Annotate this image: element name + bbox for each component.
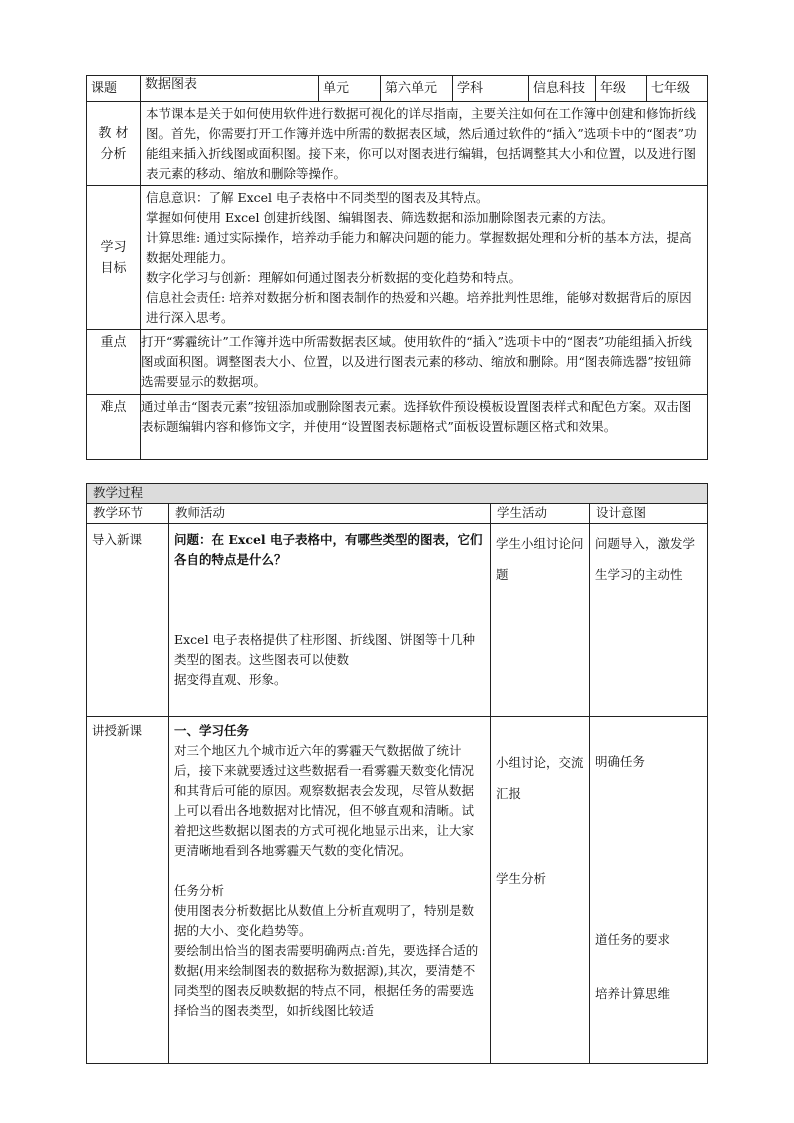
lecture-analysis-text1: 使用图表分析数据比从数值上分析直观明了，特别是数据的大小、变化趋势等。 xyxy=(174,903,475,938)
key-points-label: 重点 xyxy=(87,330,141,395)
lecture-teacher xyxy=(169,717,491,1064)
intro-row xyxy=(87,524,708,717)
process-title-row xyxy=(87,484,708,504)
intro-teacher xyxy=(169,524,491,717)
difficulties-row xyxy=(87,395,708,460)
analysis-label-line2: 分析 xyxy=(100,146,127,162)
analysis-label-line1: 教 材 xyxy=(98,125,129,141)
intro-intent: 问题导入，激发学生学习的主动性 xyxy=(590,524,708,717)
lecture-intent xyxy=(590,717,708,1064)
goal-item: 信息社会责任: 培养对数据分析和图表制作的热爱和兴趣。培养批判性思维，能够对数据背后的原因进行深入思考。 xyxy=(146,290,692,325)
topic-value: 数据图表 xyxy=(141,76,319,102)
goal-item: 信息意识：了解 Excel 电子表格中不同类型的图表及其特点。 xyxy=(146,190,489,205)
lecture-row xyxy=(87,717,708,1064)
lecture-section-title: 一、学习任务 xyxy=(174,723,250,738)
intro-question: 问题：在 Excel 电子表格中，有哪些类型的图表，它们各自的特点是什么？ xyxy=(174,532,483,567)
subject-value: 信息科技 xyxy=(529,76,596,102)
intro-student: 学生小组讨论问题 xyxy=(491,524,590,717)
unit-value: 第六单元 xyxy=(381,76,453,102)
lecture-stage: 讲授新课 xyxy=(87,717,169,1064)
lecture-analysis-text2: 要绘制出恰当的图表需要明确两点:首先，要选择合适的数据(用来绘制图表的数据称为数据源),其次，要清楚不同类型的图表反映数据的特点不同，根据任务的需要选择恰当的图表类型，如折线图比较适 xyxy=(174,943,479,1018)
goals-content xyxy=(141,186,708,330)
teaching-process-table xyxy=(86,483,708,1064)
unit-label: 单元 xyxy=(319,76,381,102)
grade-value: 七年级 xyxy=(647,76,708,102)
header-row xyxy=(87,76,708,102)
goal-item: 掌握如何使用 Excel 创建折线图、编辑图表、筛选数据和添加删除图表元素的方法。 xyxy=(146,210,614,225)
process-title: 教学过程 xyxy=(87,484,708,504)
key-points-text: 打开“雾霾统计”工作簿并选中所需数据表区域。使用软件的“插入”选项卡中的“图表”功能组插入折线图或面积图。调整图表大小、位置，以及进行图表元素的移动、缩放和删除。用“图表筛选器”按钮筛选需要显示的数据项。 xyxy=(141,330,708,395)
goals-label xyxy=(87,186,141,330)
intro-answer-line2: 据变得直观、形象。 xyxy=(174,672,287,687)
process-header-row xyxy=(87,504,708,524)
lecture-intent-2: 道任务的要求 xyxy=(595,932,671,947)
difficulties-text: 通过单击“图表元素”按钮添加或删除图表元素。选择软件预设模板设置图表样式和配色方案。双击图表标题编辑内容和修饰文字，并使用“设置图表标题格式”面板设置标题区格式和效果。 xyxy=(141,395,708,460)
col-teacher-header: 教师活动 xyxy=(169,504,491,524)
analysis-text: 本节课本是关于如何使用软件进行数据可视化的详尽指南，主要关注如何在工作簿中创建和修饰折线图。首先，你需要打开工作簿并选中所需的数据表区域，然后通过软件的“插入”选项卡中的“图表”功能组来插入折线图或面积图。接下来，你可以对图表进行编辑，包括调整其大小和位置，以及进行图表元素的移动、缩放和删除等操作。 xyxy=(141,102,708,186)
subject-label: 学科 xyxy=(453,76,529,102)
goals-row xyxy=(87,186,708,330)
lesson-info-table xyxy=(86,75,708,460)
topic-label: 课题 xyxy=(87,76,141,102)
lecture-student xyxy=(491,717,590,1064)
goals-label-line1: 学习 xyxy=(100,239,127,255)
intro-answer-line1: Excel 电子表格提供了柱形图、折线图、饼图等十几种类型的图表。这些图表可以使数 xyxy=(174,632,476,667)
key-points-row xyxy=(87,330,708,395)
lecture-task-text: 对三个地区九个城市近六年的雾霾天气数据做了统计后，接下来就要透过这些数据看一看雾霾天数变化情况和其背后可能的原因。观察数据表会发现，尽管从数据上可以看出各地数据对比情况，但不够直观和清晰。试着把这些数据以图表的方式可视化地显示出来，让大家更清晰地看到各地雾霾天气数的变化情况。 xyxy=(174,743,475,858)
analysis-row xyxy=(87,102,708,186)
grade-label: 年级 xyxy=(596,76,647,102)
col-stage-header: 教学环节 xyxy=(87,504,169,524)
col-intent-header: 设计意图 xyxy=(590,504,708,524)
lecture-student-1: 小组讨论，交流汇报 xyxy=(496,755,584,801)
col-student-header: 学生活动 xyxy=(491,504,590,524)
lecture-intent-1: 明确任务 xyxy=(595,754,646,769)
goal-item: 计算思维: 通过实际操作，培养动手能力和解决问题的能力。掌握数据处理和分析的基本方法，提高数据处理能力。 xyxy=(146,230,692,265)
lecture-student-2: 学生分析 xyxy=(496,871,547,886)
lecture-analysis-title: 任务分析 xyxy=(174,883,225,898)
difficulties-label: 难点 xyxy=(87,395,141,460)
goals-label-line2: 目标 xyxy=(100,260,127,276)
lecture-intent-3: 培养计算思维 xyxy=(595,986,671,1001)
analysis-label xyxy=(87,102,141,186)
intro-stage: 导入新课 xyxy=(87,524,169,717)
goal-item: 数字化学习与创新：理解如何通过图表分析数据的变化趋势和特点。 xyxy=(146,270,522,285)
